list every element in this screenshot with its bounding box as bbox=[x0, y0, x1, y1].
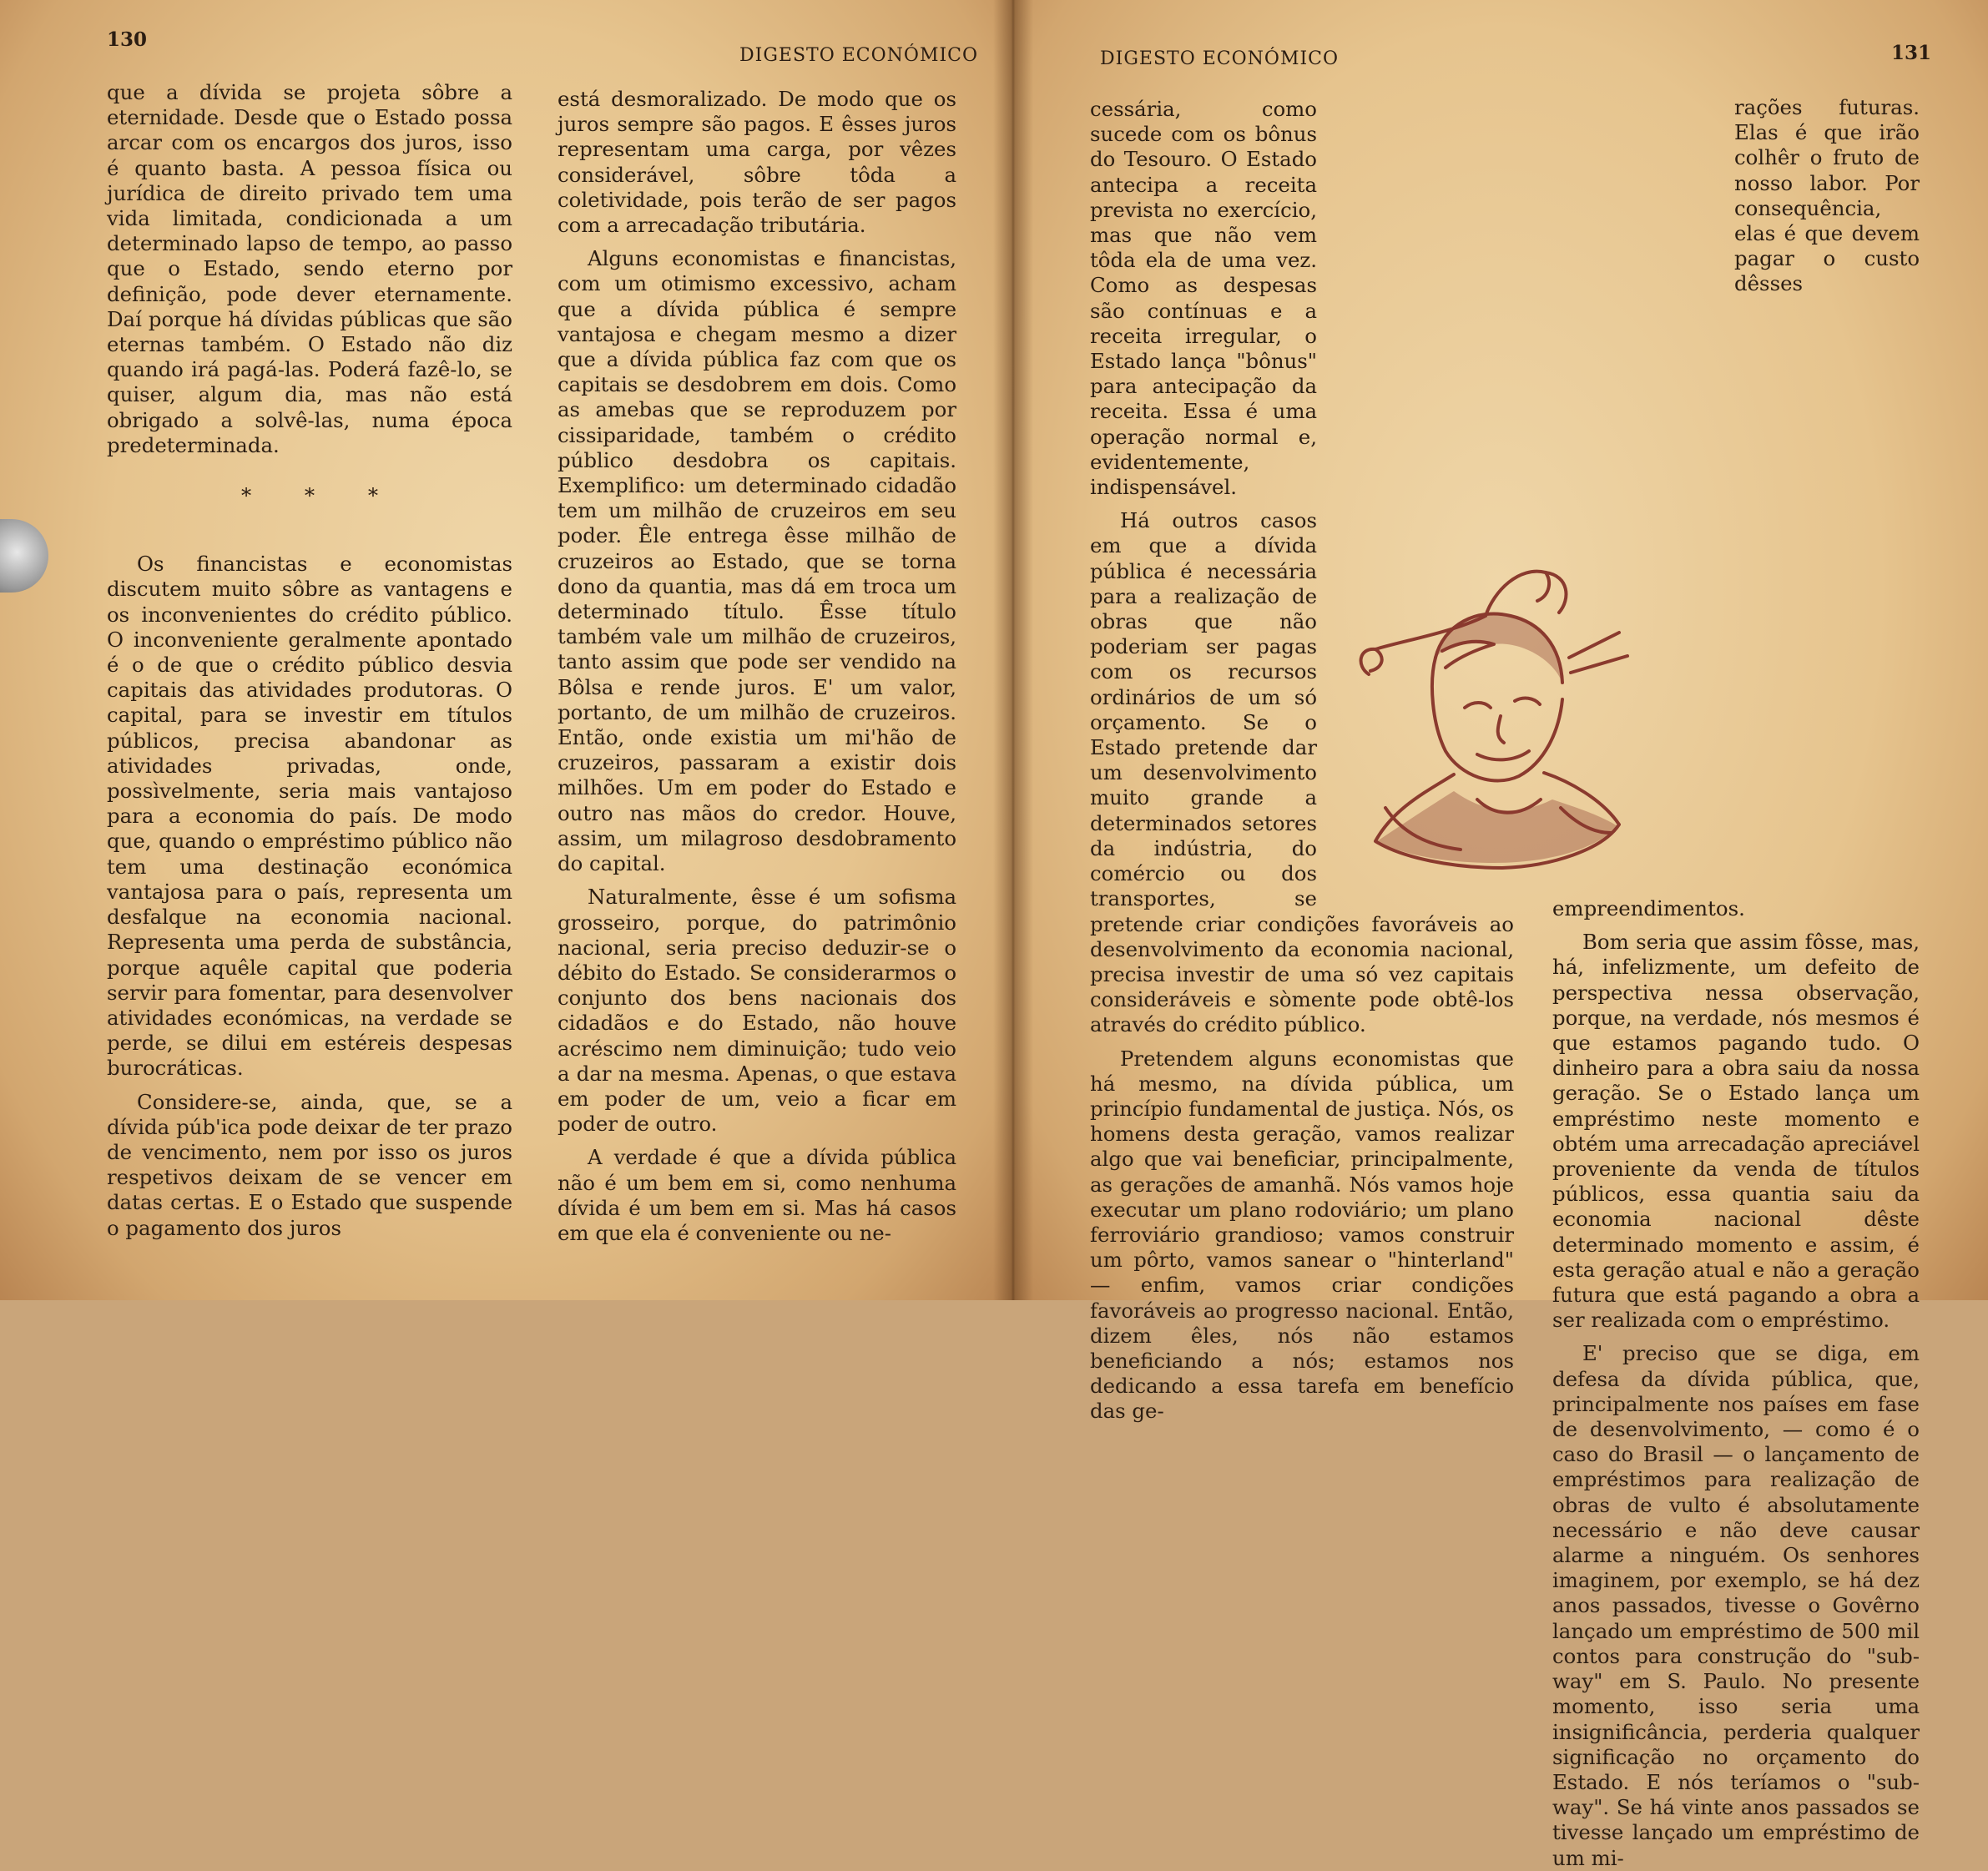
paragraph: E' preciso que se diga, em defesa da dívida pública, que, principalmente nos países em fase de desenvolvimento, — como é o caso do Brasil — o lançamento de empréstimos para realização de obras de vulto é absolutamente necessário e não deve causar alarme a ninguém. Os senhores imaginem, por exemplo, se há dez anos passados, tivesse o Govêrno lançado um empréstimo de 500 mil contos para construção do "sub-way" em S. Paulo. No presente momento, isso seria uma insignificância, perderia qualquer significação no orçamento do Estado. E nós teríamos o "sub-way". Se há vinte anos passados se tivesse lançado um empréstimo de um mi- bbox=[1552, 1341, 1920, 1870]
book-gutter bbox=[993, 0, 1033, 1300]
running-head-left: DIGESTO ECONÓMICO bbox=[739, 45, 979, 66]
metal-clip bbox=[0, 519, 48, 593]
running-head-right: DIGESTO ECONÓMICO bbox=[1100, 48, 1340, 69]
paragraph: está desmoralizado. De modo que os juros sempre são pagos. E êsses juros representam uma carga, por vêzes considerável, sôbre tôda a coletividade, pois terão de ser pagos com a arrecadação tributária. bbox=[558, 87, 956, 238]
paragraph: Os financistas e economistas discutem muito sôbre as vantagens e os inconvenientes do crédito público. O inconveniente geralmente apontado é o de que o crédito público desvia capitais das atividades produtoras. O capital, para se investir em títulos públicos, precisa abandonar as atividades privadas, onde, possìvelmente, seria mais vantajoso para a economia do país. De modo que, quando o empréstimo público não tem uma destinação económica vantajosa para o país, representa um desfalque na economia nacional. Representa uma perda de substância, porque aquêle capital que poderia servir para fomentar, para desenvolver atividades económicas, na verdade se perde, se dilui em estéreis despesas burocráticas. bbox=[107, 552, 512, 1081]
paragraph: cessária, como sucede com os bônus do Tesouro. O Estado antecipa a receita prevista no exercício, mas que não vem tôda ela de uma vez. Como as despesas são contínuas e a receita irregular, o Estado lança "bônus" para antecipação da receita. Essa é uma operação normal e, evidentemente, indispensável. bbox=[1090, 97, 1317, 500]
paragraph: Pretendem alguns economistas que há mesmo, na dívida pública, um princípio fundamental de justiça. Nós, os homens desta geração, vamos realizar algo que vai beneficiar, principalmente, as gerações de amanhã. Nós vamos hoje executar um plano rodoviário; um plano ferroviário grandioso; vamos construir um pôrto, vamos sanear o "hinterland" — enfim, vamos criar condições favoráveis ao progresso nacional. Então, dizem êles, nós não estamos beneficiando a nós; estamos nos dedicando a essa tarefa em benefício das ge- bbox=[1090, 1046, 1515, 1424]
paragraph: Alguns economistas e financistas, com um otimismo excessivo, acham que a dívida pública é sempre vantajosa e chegam mesmo a dizer que a dívida pública faz com que os capitais se desdobrem em dois. Como as amebas que se reproduzem por cissiparidade, também o crédito público desdobra os capitais. Exemplifico: um determinado cidadão tem um milhão de cruzeiros em seu poder. Êle entrega êsse milhão de cruzeiros ao Estado, que se torna dono da quantia, mas dá em troca um determinado título. Êsse título também vale um milhão de cruzeiros, tanto assim que pode ser vendido na Bôlsa e rende juros. E' um valor, portanto, de um milhão de cruzeiros. Então, onde existia um mi'hão de cruzeiros, passaram a existir dois milhões. Um em poder do Estado e outro nas mãos do credor. Houve, assim, um milagroso desdobramento do capital. bbox=[558, 246, 956, 876]
paragraph: Considere-se, ainda, que, se a dívida púb'ica pode deixar de ter prazo de vencimento, nem por isso os juros respetivos deixam de se vencer em datas certas. E o Estado que suspende o pagamento dos juros bbox=[107, 1089, 512, 1240]
left-page bbox=[0, 0, 1012, 1300]
paragraph: Naturalmente, êsse é um sofisma grosseiro, porque, do patrimônio nacional, seria preciso deduzir-se o débito do Estado. Se considerarmos o conjunto dos bens nacionais dos cidadãos e do Estado, não houve acréscimo nem diminuição; tudo veio a dar na mesma. Apenas, o que estava em poder de um, veio a ficar em poder de outro. bbox=[558, 885, 956, 1137]
paragraph: rações futuras. Elas é que irão colhêr o fruto de nosso labor. Por consequência, elas é que devem pagar o custo dêsses empreendimentos. bbox=[1552, 95, 1920, 920]
paragraph: A verdade é que a dívida pública não é um bem em si, como nenhuma dívida é um bem em si. Mas há casos em que ela é conveniente ou ne- bbox=[558, 1145, 956, 1245]
paragraph: Bom seria que assim fôsse, mas, há, infelizmente, um defeito de perspectiva nessa observação, porque, na verdade, nós mesmos é que estamos pagando tudo. O dinheiro para a obra saiu da nossa geração. Se o Estado lança um empréstimo neste momento e obtém uma arrecadação apreciável proveniente da venda de títulos públicos, essa quantia saiu da economia nacional dêste determinado momento e assim, é esta geração atual e não a geração futura que está pagando a obra a ser realizada com o empréstimo. bbox=[1552, 930, 1920, 1333]
paragraph: Há outros casos em que a dívida pública é necessária para a realização de obras que não poderiam ser pagas com os recursos ordinários de um só orçamento. Se o Estado pretende dar um desenvolvimento muito grande a determinados setores da indústria, do comércio ou dos transportes, se pretende criar condições favoráveis ao desenvolvimento da economia nacional, precisa investir de uma só vez capitais consideráveis e sòmente pode obtê-los através do crédito público. bbox=[1090, 508, 1514, 1037]
right-column-2 bbox=[1552, 95, 1920, 1871]
paragraph: que a dívida se projeta sôbre a eternidade. Desde que o Estado possa arcar com os encargos dos juros, isso é quanto basta. A pessoa física ou jurídica de direito privado tem uma vida limitada, condicionada a um determinado lapso de tempo, ao passo que o Estado, sendo eterno por definição, pode dever eternamente. Daí porque há dívidas públicas que são eternas também. O Estado não diz quando irá pagá-las. Poderá fazê-lo, se quiser, algum dia, mas não está obrigado a solvê-las, numa época predeterminada. bbox=[107, 80, 512, 457]
left-column-1 bbox=[107, 80, 512, 1241]
section-separator: * * * bbox=[240, 483, 402, 508]
page-number-right: 131 bbox=[1891, 42, 1932, 64]
left-column-2 bbox=[558, 87, 956, 1246]
portrait-illustration bbox=[1352, 557, 1632, 880]
page-number-left: 130 bbox=[107, 28, 148, 51]
